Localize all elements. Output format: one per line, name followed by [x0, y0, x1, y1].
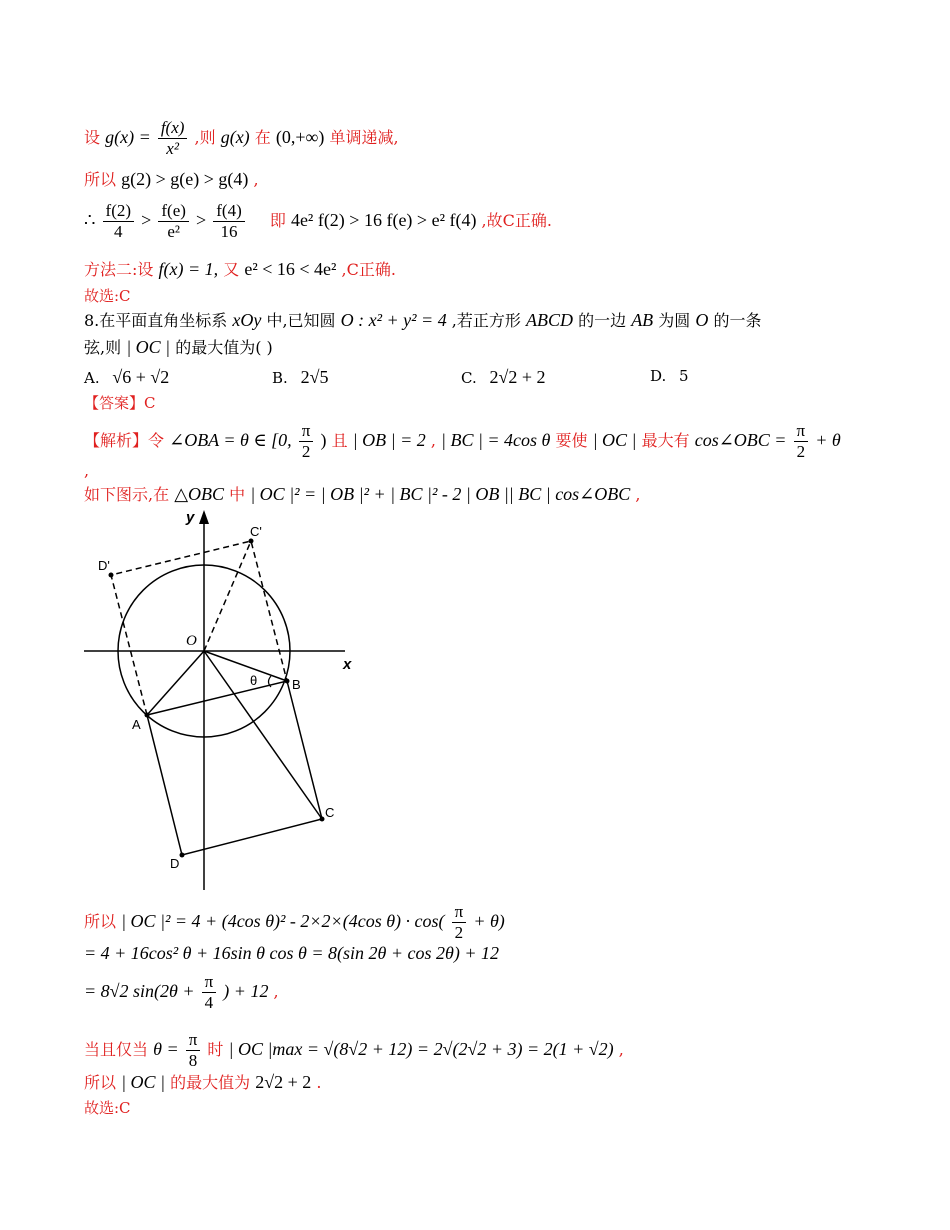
solution-line1: 所以 | OC |² = 4 + (4cos θ)² - 2×2×(4cos θ) · cos( $\frac{\pi}{2}$ + θ)	[84, 902, 505, 942]
solution-line4: 当且仅当 θ = $\frac{\pi}{8}$ 时 | OC |max = √(8√2 + 12) = 2√(2√2 + 3) = 2(1 + √2) ,	[84, 1030, 624, 1070]
label-a: A	[132, 717, 141, 732]
point-d	[180, 853, 185, 858]
label-o: O	[186, 633, 197, 649]
option-d: D. 5	[650, 367, 689, 385]
point-c	[320, 817, 325, 822]
solution-choose-c: 故选:C	[84, 1099, 131, 1117]
solution-line5: 所以 | OC | 的最大值为 2√2 + 2 .	[84, 1072, 322, 1092]
fraction-f2: $\frac{f(2)}{4}$	[103, 201, 134, 242]
label-x: x	[343, 656, 352, 673]
label-b: B	[292, 677, 301, 692]
answer-line: 【答案】C	[84, 394, 156, 412]
solution-line3: = 8√2 sin(2θ + $\frac{\pi}{4}$ ) + 12 ,	[84, 972, 279, 1012]
fraction-pi-2b: $\frac{\pi}{2}$	[794, 421, 809, 462]
law-of-cosines-line: 如下图示,在 △OBC 中 | OC |² = | OB |² + | BC |² - 2 | OB || BC | cos∠OBC ,	[84, 484, 641, 504]
label-y: y	[186, 509, 195, 526]
analysis-line: 【解析】令 ∠OBA = θ ∈ [0, $\frac{\pi}{2}$ ) 且 | OB | = 2 , | BC | = 4cos θ 要使 | OC | 最大有 cos∠OBC = $\frac{\pi}{2}$ + θ	[84, 421, 841, 461]
line-g-def: 设 g(x) = $\frac{f(x)}{\text{x²}}$ ,则 g(x) 在 (0,+∞) 单调递减,	[84, 118, 399, 158]
option-b: B. 2√5	[272, 367, 329, 387]
square-abcd	[147, 681, 322, 855]
dashed-oc-prime	[204, 541, 251, 651]
point-c-prime	[249, 539, 254, 544]
option-a: A. √6 + √2	[84, 367, 170, 387]
label-d-prime: D'	[98, 558, 110, 573]
fraction-f4: $\frac{f(4)}{16}$	[213, 201, 244, 242]
label-c: C	[325, 805, 335, 820]
point-d-prime	[109, 573, 114, 578]
analysis-tail: ,	[84, 461, 90, 480]
fraction-f-over-x2: $\frac{f(x)}{\text{x²}}$	[158, 118, 188, 159]
fraction-pi-8: $\frac{\pi}{8}$	[186, 1030, 201, 1071]
label-d: D	[170, 856, 180, 871]
line-method-two: 方法二:设 f(x) = 1, 又 e² < 16 < 4e² ,C正确.	[84, 259, 396, 279]
q8-stem-line2: 弦,则 | OC | 的最大值为( )	[84, 337, 273, 357]
point-b	[285, 679, 290, 684]
fraction-pi-4: $\frac{\pi}{4}$	[202, 972, 217, 1013]
q8-stem-line1: 8.在平面直角坐标系 xOy 中,已知圆 O : x² + y² = 4 ,若正方形 ABCD 的一边 AB 为圆 O 的一条	[84, 310, 762, 330]
line-g-order: 所以 g(2) > g(e) > g(4) ,	[84, 169, 259, 189]
solution-line2: = 4 + 16cos² θ + 16sin θ cos θ = 8(sin 2θ + cos 2θ) + 12	[84, 943, 499, 963]
fraction-fe: $\frac{f(e)}{\text{e²}}$	[158, 201, 189, 242]
line-choose-c-1: 故选:C	[84, 287, 131, 305]
label-c-prime: C'	[250, 524, 262, 539]
y-axis-arrow	[199, 510, 209, 524]
label-theta: θ	[250, 673, 258, 688]
fraction-pi-2: $\frac{\pi}{2}$	[299, 421, 314, 462]
fraction-pi-2c: $\frac{\pi}{2}$	[452, 902, 467, 943]
segment-ob	[204, 651, 287, 681]
option-c: C. 2√2 + 2	[461, 367, 546, 387]
dashed-square	[111, 541, 287, 715]
point-a	[145, 713, 150, 718]
line-f-fractions: ∴ $\frac{f(2)}{4}$ > $\frac{f(e)}{\text{e²}}$ > $\frac{f(4)}{16}$ 即 4e² f(2) > 16 f(e) > e² f(4) ,故C正确.	[84, 201, 552, 241]
segment-oa	[147, 651, 204, 715]
